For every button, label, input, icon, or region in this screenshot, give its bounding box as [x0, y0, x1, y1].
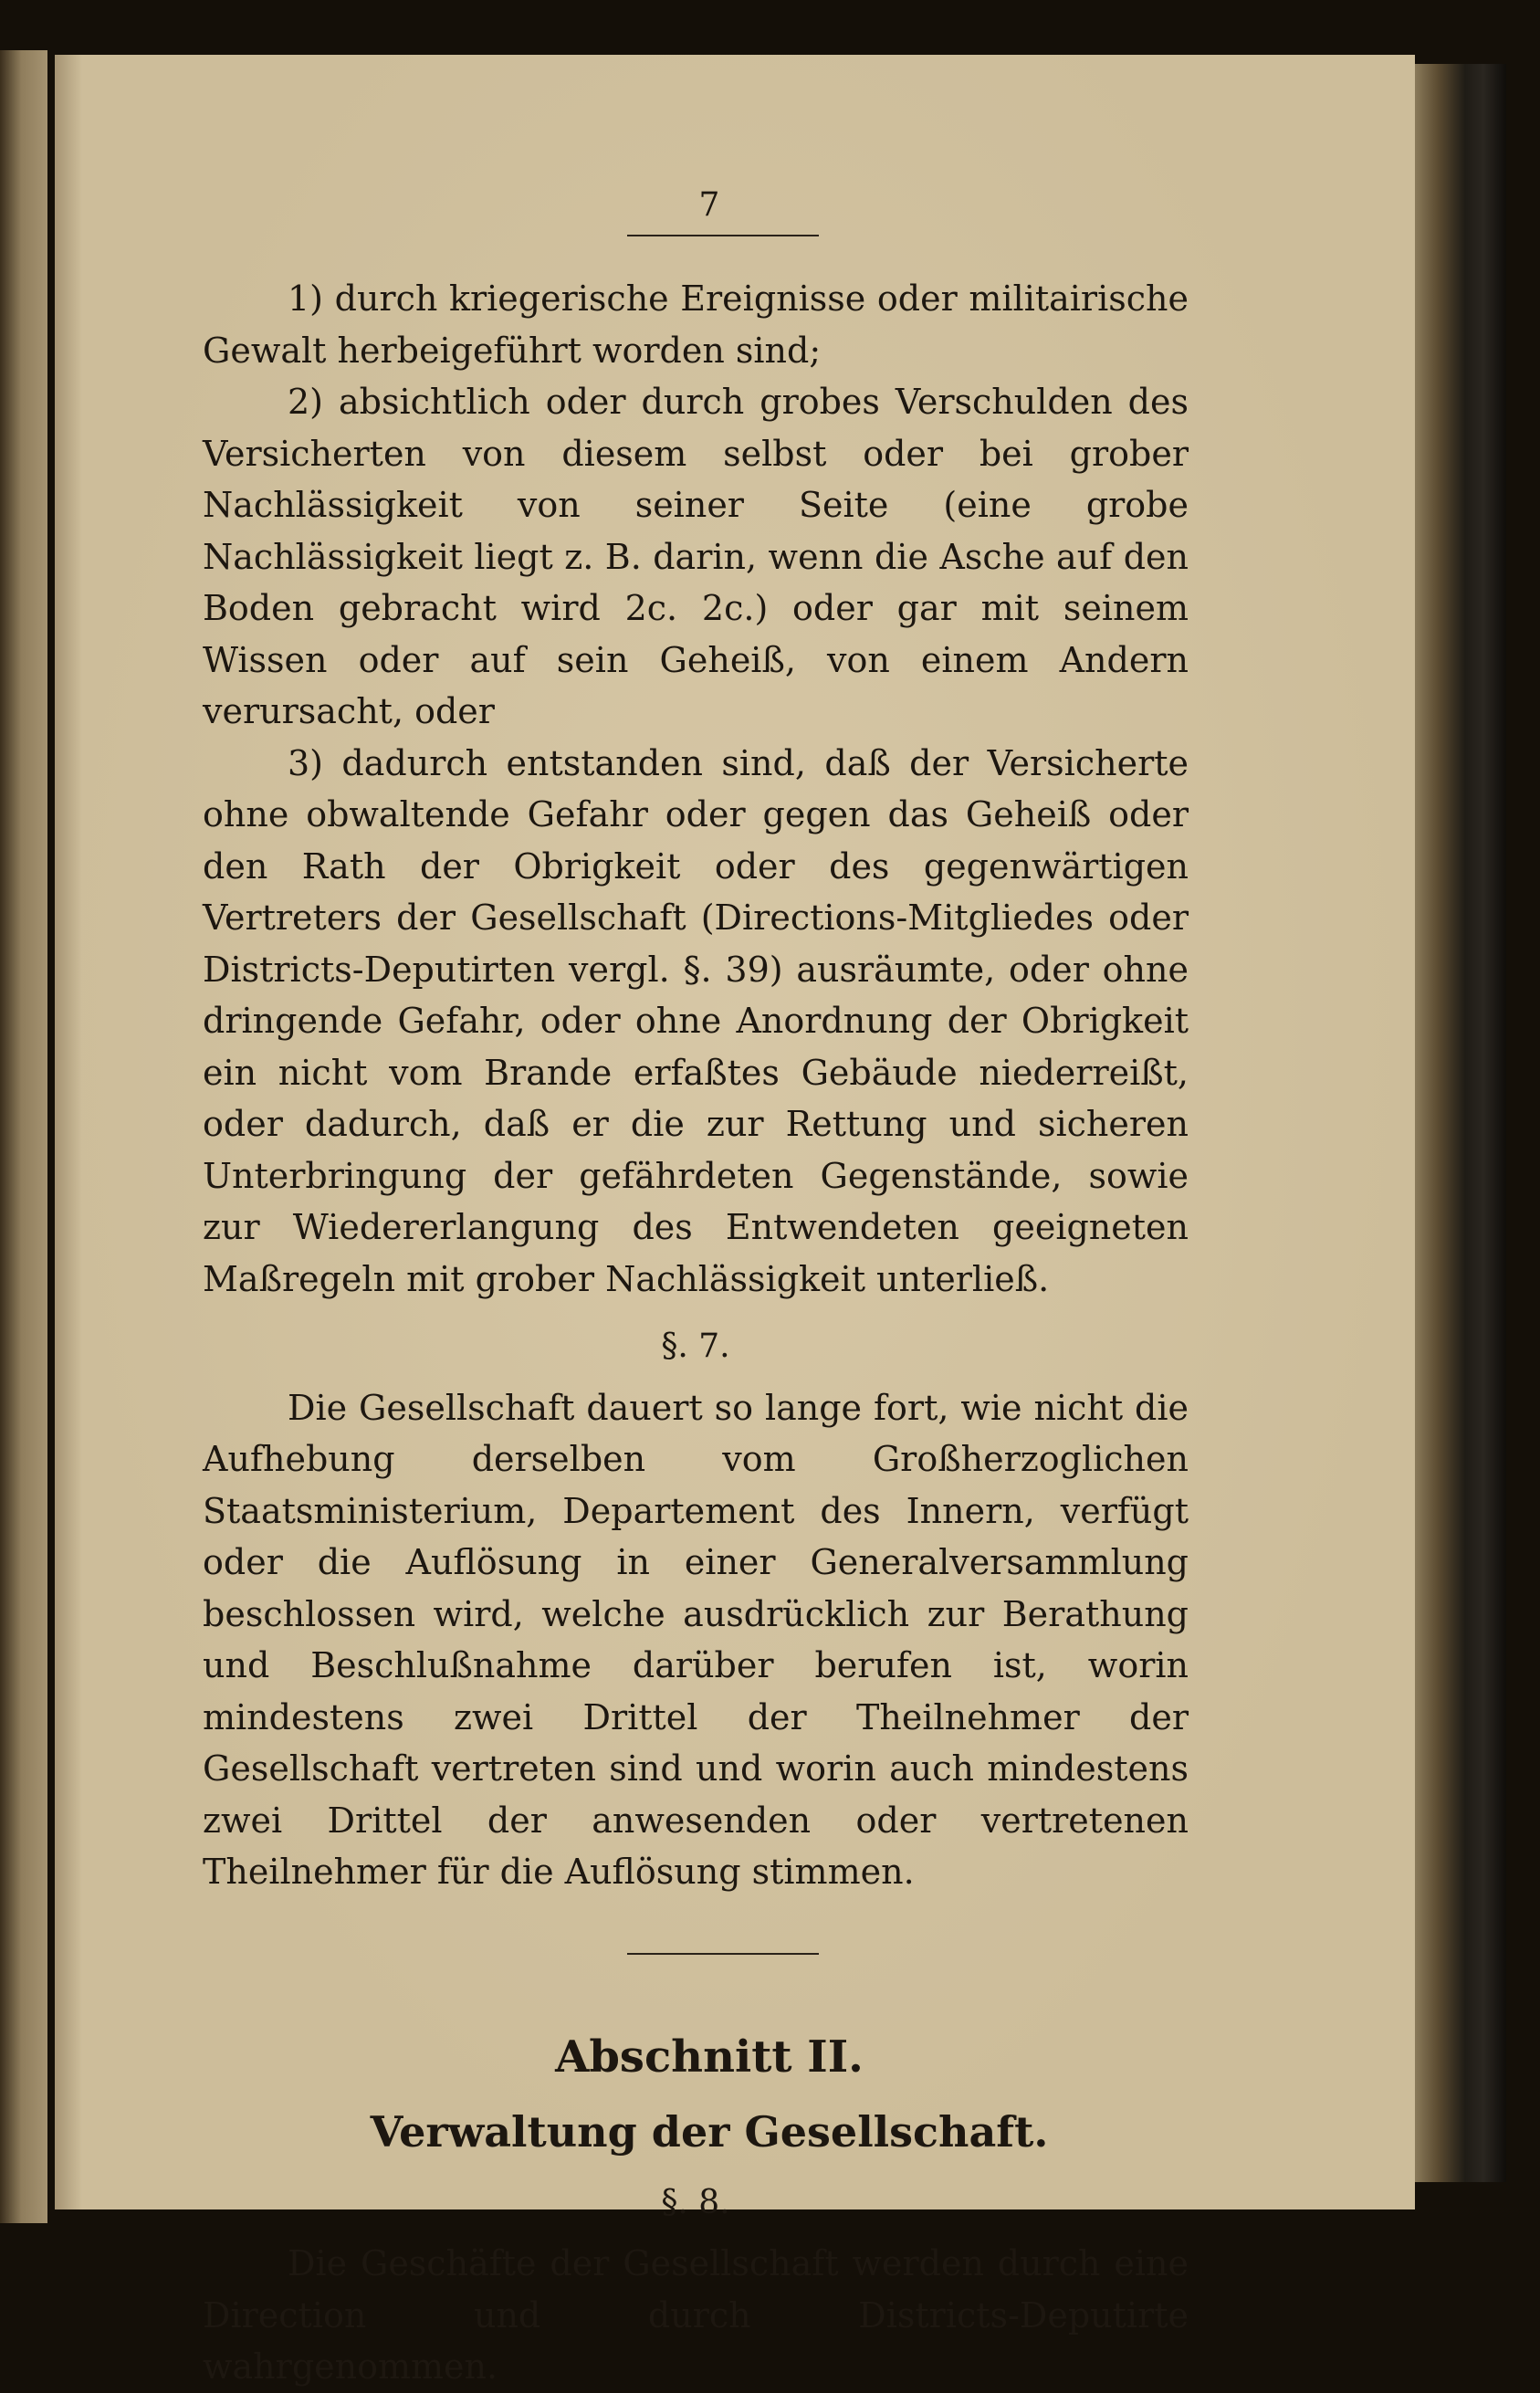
paragraph-item-3: 3) dadurch entstanden sind, daß der Versicherte ohne obwaltende Gefahr oder gegen das Geheiß oder den Rath der Obrigkeit oder des gegenwärtigen Vertreters der Gesellschaft (Directions-Mitgliedes oder Districts-Deputirten vergl. §. 39) ausräumte, oder ohne dringende Gefahr, oder ohne Anordnung der Obrigkeit ein nicht vom Brande erfaßtes Gebäude niederreißt, oder dadurch, daß er die zur Rettung und sicheren Unterbringung der gefährdeten Gegenstände, sowie zur Wiedererlangung des Entwendeten geeigneten Maßregeln mit grober Nachlässigkeit unterließ. — [203, 742, 1189, 1299]
section-8-heading: §. 8. — [661, 2183, 730, 2221]
previous-page-edge — [0, 50, 47, 2223]
chapter-subtitle: Verwaltung der Gesellschaft. — [370, 2106, 1049, 2157]
page-number: 7 — [698, 186, 720, 224]
paragraph-item-2: 2) absichtlich oder durch grobes Verschulden des Versicherten von diesem selbst oder bei grober Nachlässigkeit von seiner Seite (eine grobe Nachlässigkeit liegt z. B. darin, wenn die Asche auf den Boden gebracht wird 2c. 2c.) oder gar mit seinem Wissen oder auf sein Geheiß, von einem Andern verursacht, oder — [203, 382, 1189, 731]
chapter-title: Abschnitt II. — [555, 2031, 864, 2083]
section-8-text: Die Geschäfte der Gesellschaft werden durch eine Direction und durch Districts-Deputirte wahrgenommen. — [203, 2243, 1189, 2387]
book-spine — [1415, 64, 1506, 2182]
section-7-text: Die Gesellschaft dauert so lange fort, wie nicht die Aufhebung derselben vom Großherzoglichen Staatsministerium, Departement des Innern, verfügt oder die Auflösung in einer Generalversammlung beschlossen wird, welche ausdrücklich zur Berathung und Beschlußnahme darüber berufen ist, worin mindestens zwei Drittel der Theilnehmer der Gesellschaft vertreten sind und worin auch mindestens zwei Drittel der anwesenden oder vertretenen Theilnehmer für die Auflösung stimmen. — [203, 1387, 1189, 1892]
header-rule — [627, 235, 819, 236]
paragraph-item-1: 1) durch kriegerische Ereignisse oder militairische Gewalt herbeigeführt worden sind; — [203, 278, 1189, 371]
section-divider-rule — [627, 1953, 819, 1955]
section-7-heading: §. 7. — [661, 1328, 730, 1365]
page-text — [203, 178, 1189, 2393]
